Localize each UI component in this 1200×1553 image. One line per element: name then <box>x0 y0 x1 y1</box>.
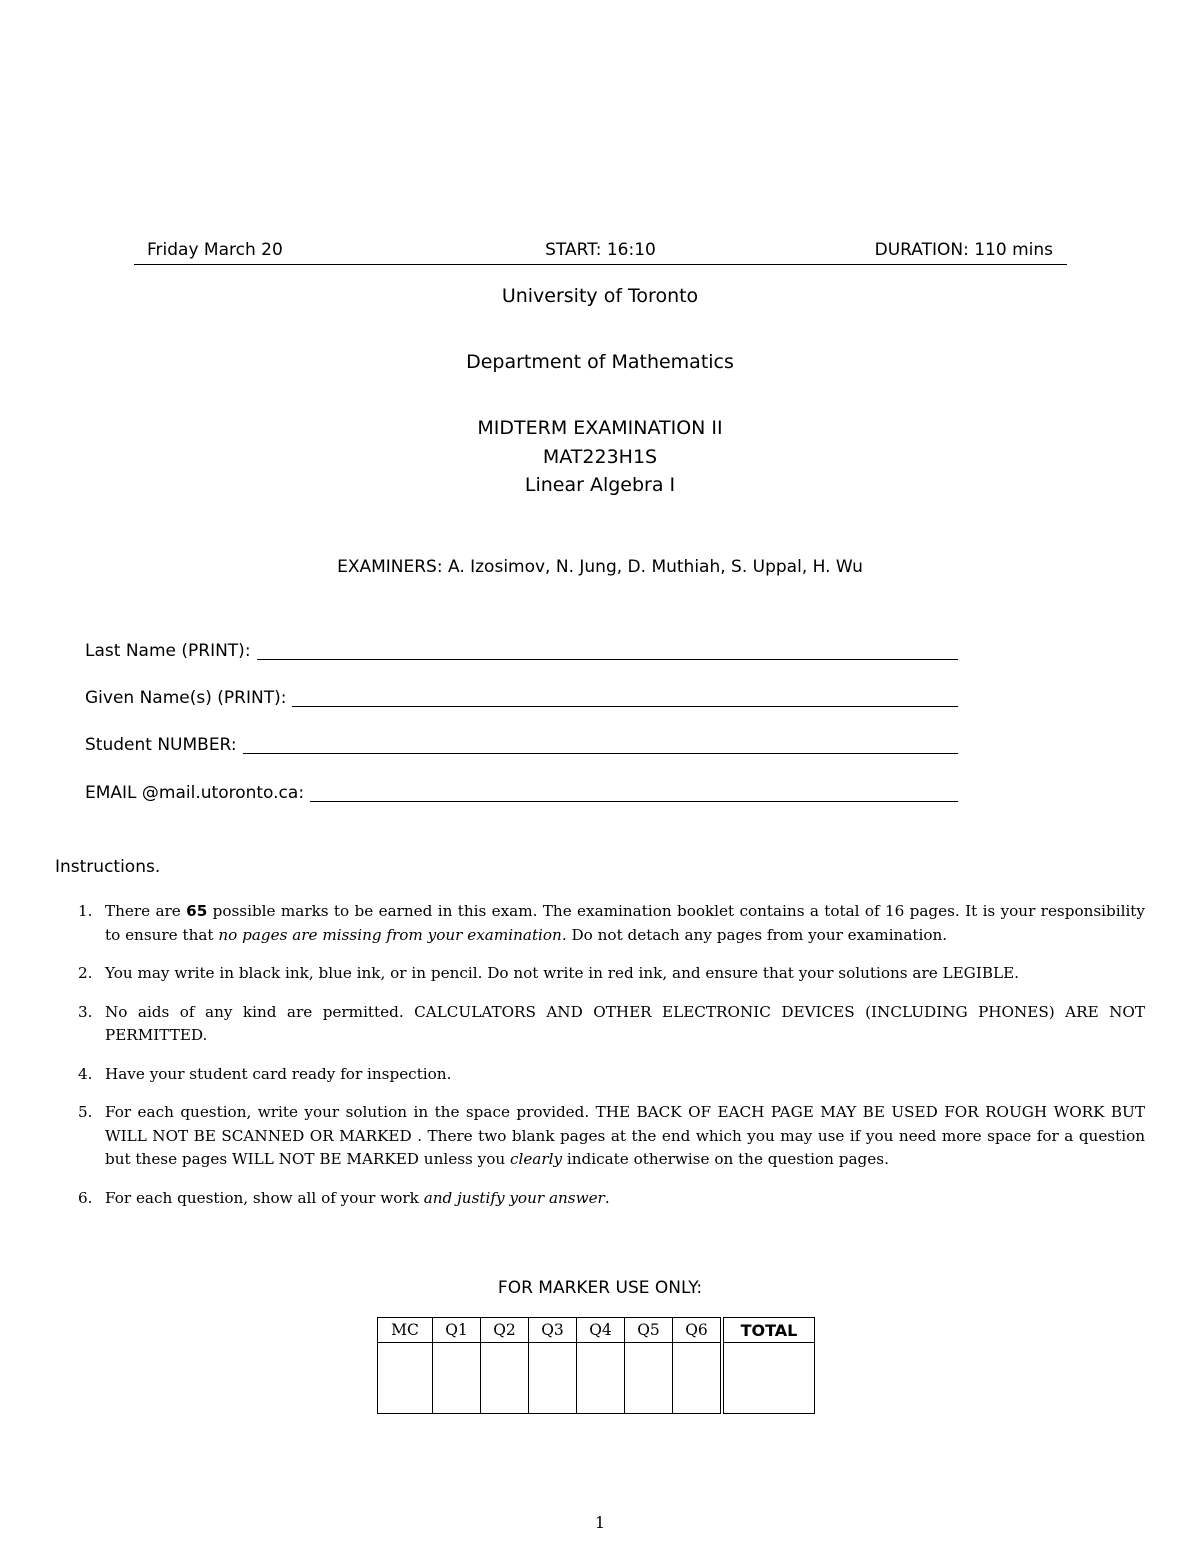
course-name: Linear Algebra I <box>524 474 676 496</box>
marker-col-q3: Q3 <box>529 1318 577 1343</box>
email-label: EMAIL @mail.utoronto.ca: <box>85 783 305 803</box>
marker-col-q2: Q2 <box>481 1318 529 1343</box>
score-cell-mc <box>378 1343 433 1414</box>
instructions-title: Instructions. <box>55 857 161 877</box>
marker-score-row <box>378 1343 815 1414</box>
examiners: EXAMINERS: A. Izosimov, N. Jung, D. Muthiah, S. Uppal, H. Wu <box>337 557 863 577</box>
score-cell-q4 <box>577 1343 625 1414</box>
instruction-item: 2. You may write in black ink, blue ink, or in pencil. Do not write in red ink, and ensure that your solutions are LEGIBLE. <box>78 964 1019 982</box>
score-cell-q1 <box>433 1343 481 1414</box>
exam-date: Friday March 20 <box>147 240 283 260</box>
score-cell-q6 <box>673 1343 723 1414</box>
exam-duration: DURATION: 110 mins <box>874 240 1053 260</box>
marker-header-row <box>378 1318 815 1343</box>
last-name-field[interactable] <box>85 637 958 661</box>
score-cell-q3 <box>529 1343 577 1414</box>
marker-use-title: FOR MARKER USE ONLY: <box>497 1278 703 1298</box>
given-names-field[interactable] <box>85 684 958 708</box>
instruction-item: 3. No aids of any kind are permitted. CALCULATORS AND OTHER ELECTRONIC DEVICES (INCLUDING PHONES) ARE NOT PERMITTED. <box>78 1002 1145 1044</box>
instruction-item: 1. There are 65 possible marks to be earned in this exam. The examination booklet contains a total of 16 pages. It is your responsibility to ensure that no pages are missing from your examination. Do not detach any pages from your examination. <box>78 902 1145 944</box>
exam-start-time: START: 16:10 <box>545 240 656 260</box>
last-name-label: Last Name (PRINT): <box>85 641 251 661</box>
score-cell-q2 <box>481 1343 529 1414</box>
marker-col-q1: Q1 <box>433 1318 481 1343</box>
marker-col-q4: Q4 <box>577 1318 625 1343</box>
marker-col-total: TOTAL <box>722 1318 815 1343</box>
university-name: University of Toronto <box>501 285 699 307</box>
student-number-label: Student NUMBER: <box>85 735 237 755</box>
instruction-item: 4. Have your student card ready for inspection. <box>78 1064 452 1083</box>
last-name-line[interactable] <box>257 645 958 660</box>
marker-col-q6: Q6 <box>673 1318 723 1343</box>
course-code: MAT223H1S <box>542 446 658 468</box>
instruction-item: 6. For each question, show all of your work and justify your answer. <box>78 1188 610 1207</box>
given-names-label: Given Name(s) (PRINT): <box>85 688 287 708</box>
email-line[interactable] <box>310 787 958 802</box>
email-field[interactable] <box>85 779 958 803</box>
student-number-line[interactable] <box>243 739 958 754</box>
given-names-line[interactable] <box>292 692 958 707</box>
instructions-list <box>78 900 1145 1225</box>
marker-table <box>377 1317 815 1414</box>
instruction-item: 5. For each question, write your solution in the space provided. THE BACK OF EACH PAGE MAY BE USED FOR ROUGH WORK BUT WILL NOT BE SCANNED OR MARKED . There two blank pages at the end which you may use if you need more space for a question but these pages WILL NOT BE MARKED unless you clearly indicate otherwise on the question pages. <box>78 1103 1145 1168</box>
student-number-field[interactable] <box>85 731 958 755</box>
marker-col-mc: MC <box>378 1318 433 1343</box>
exam-title: MIDTERM EXAMINATION II <box>477 417 723 439</box>
exam-header <box>134 238 1067 265</box>
page-number: 1 <box>594 1513 606 1532</box>
marker-col-q5: Q5 <box>625 1318 673 1343</box>
department-name: Department of Mathematics <box>466 351 734 373</box>
score-cell-q5 <box>625 1343 673 1414</box>
score-cell-total <box>722 1343 815 1414</box>
